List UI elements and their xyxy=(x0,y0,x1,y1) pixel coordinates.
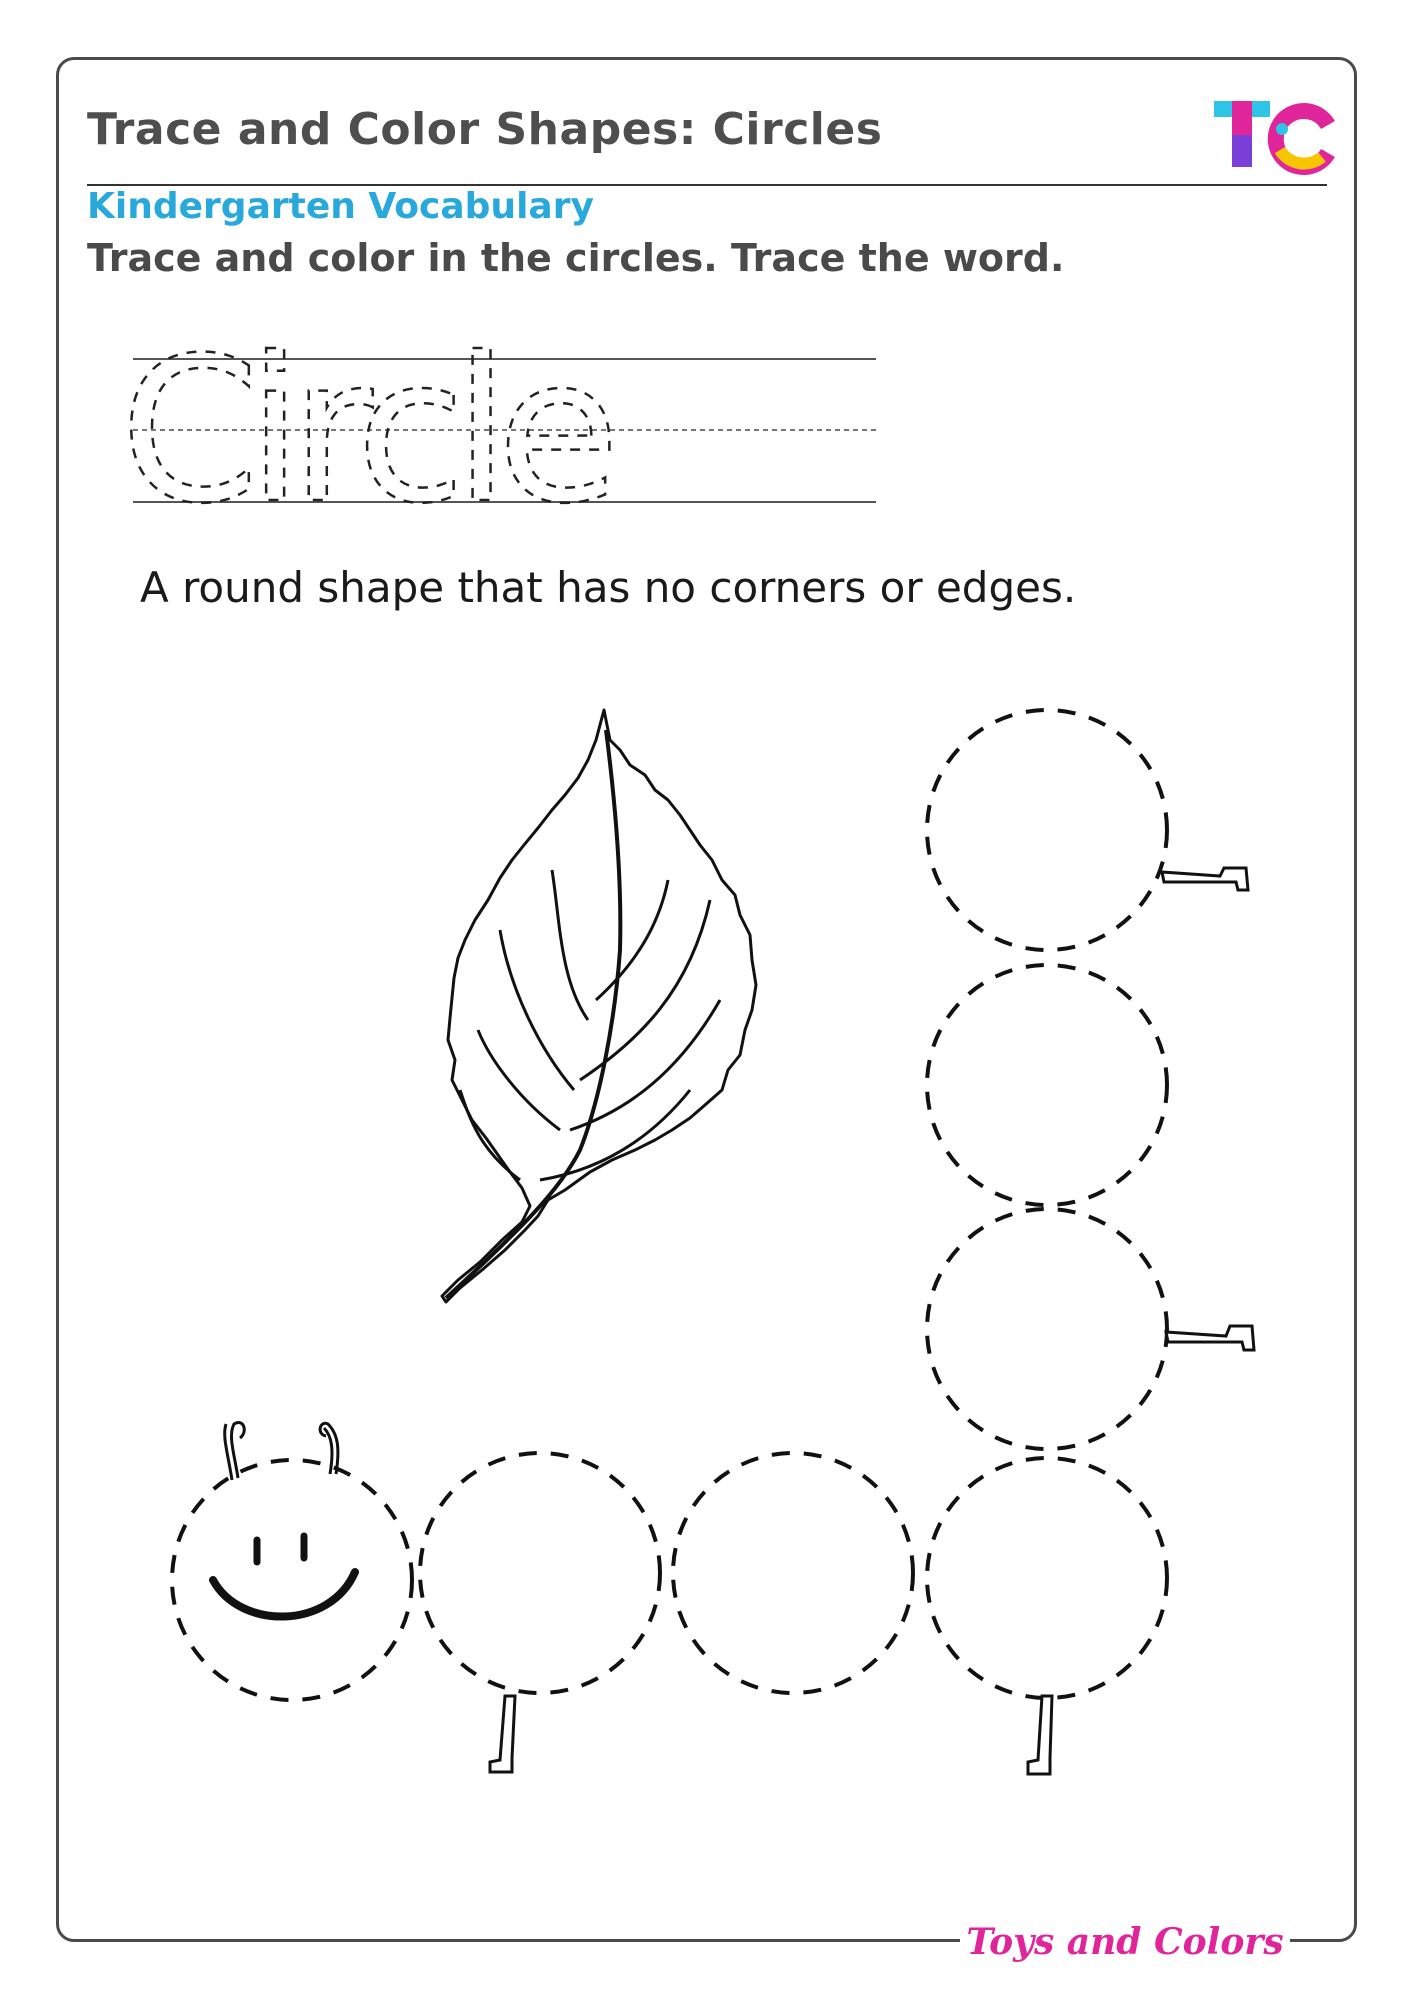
leg-icon xyxy=(490,868,1254,1774)
circle-body-5[interactable] xyxy=(927,965,1167,1205)
smiley-face-icon xyxy=(213,1536,355,1617)
caterpillar-icon[interactable] xyxy=(172,710,1254,1774)
trace-word[interactable]: Circle xyxy=(120,315,620,548)
subtitle: Kindergarten Vocabulary xyxy=(87,186,594,227)
footer-brand: Toys and Colors xyxy=(960,1920,1290,1964)
circle-body-6[interactable] xyxy=(927,710,1167,950)
definition-text: A round shape that has no corners or edges. xyxy=(140,563,1077,612)
circle-body-3[interactable] xyxy=(927,1458,1167,1698)
page-title: Trace and Color Shapes: Circles xyxy=(87,104,883,155)
circle-body-2[interactable] xyxy=(673,1453,913,1693)
instructions: Trace and color in the circles. Trace the word. xyxy=(87,236,1065,280)
circle-body-1[interactable] xyxy=(420,1453,660,1693)
circle-head[interactable] xyxy=(172,1460,412,1700)
leaf-icon[interactable] xyxy=(442,710,756,1302)
circle-body-4[interactable] xyxy=(927,1209,1167,1449)
